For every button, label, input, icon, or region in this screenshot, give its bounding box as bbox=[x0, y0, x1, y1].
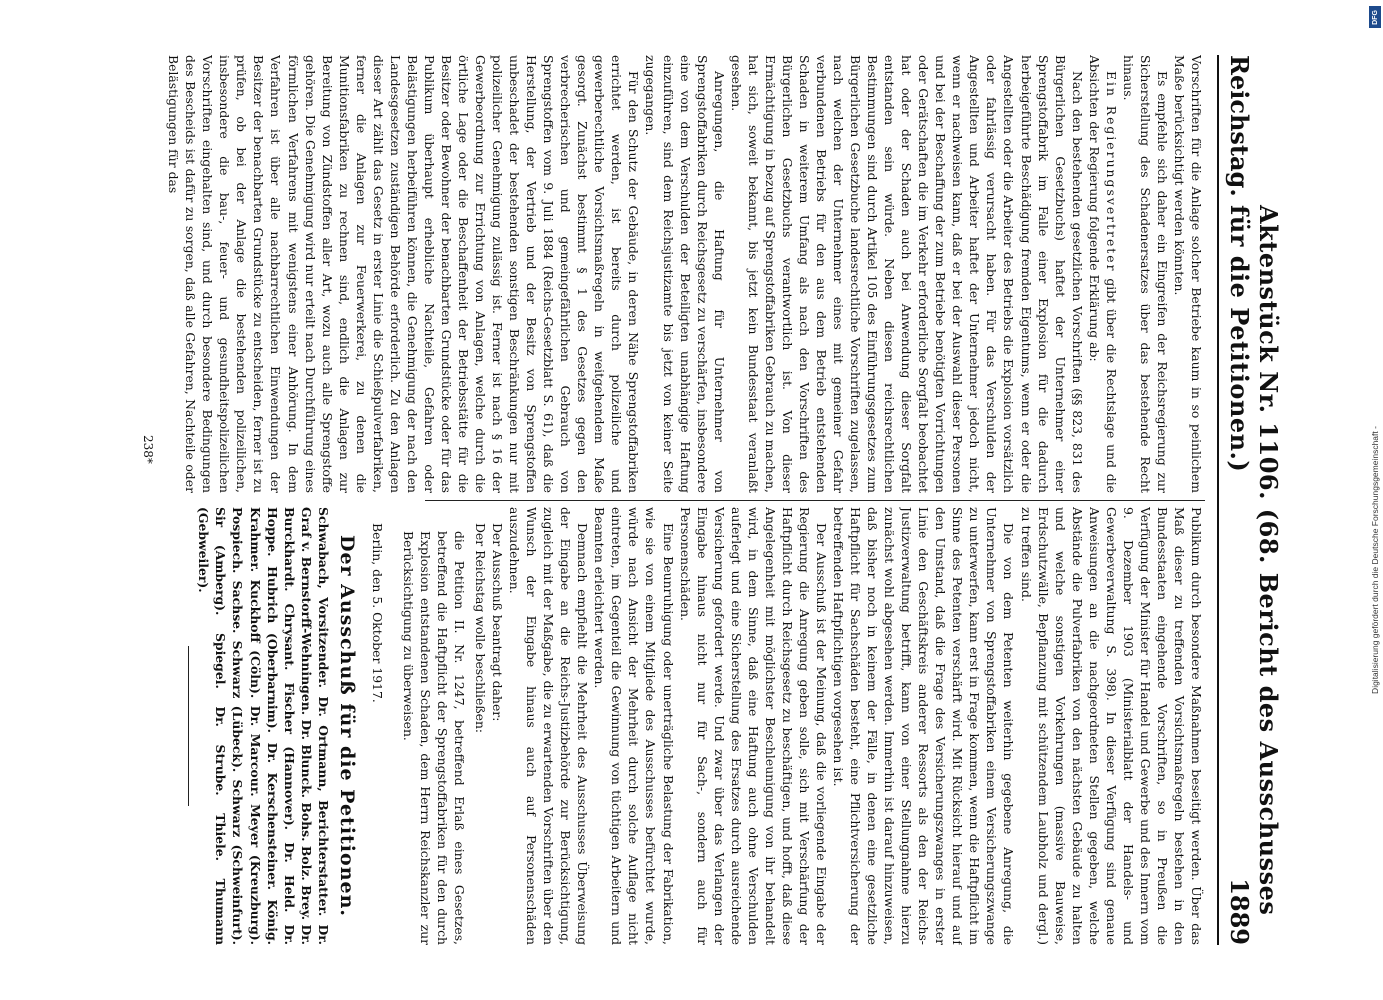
dfg-logo: DFG bbox=[1369, 6, 1381, 28]
right-paragraph-3: Der Ausschuß ist der Meinung, daß die vorliegende Eingabe der Regierung die Anregung geben solle, sich mit Verschärfung der Haftpflicht durch Reichsgesetz zu beschäftigen, und hofft, daß diese Angelegenheit mit möglichster Beschleunigung von ihr behandelt wird, in dem Sinne, daß eine Haftung auch ohne Verschulden auferlegt und eine Sicherstellung des Ersatzes durch ausreichende Versicherung gefordert werde. Und zwar über das Verlangen der Eingabe hinaus nicht nur für Sach-, sondern auch für Personenschäden. bbox=[677, 507, 829, 945]
right-paragraph-6: Der Ausschuß beantragt daher: bbox=[490, 523, 506, 722]
committee-title: Der Ausschuß für die Petitionen. bbox=[335, 534, 358, 918]
right-paragraph-2: Die von dem Petenten weiterhin gegebene Anregung, die Unternehmer von Sprengstoffabriken einem Versicherungszwange zu unterwerfen, kann erst in Frage kommen, wenn die Haftpflicht im Sinne des Petenten verschärft wird. Mit Rücksicht hierauf und auf den Umstand, daß die Frage des Versicherungszwanges in erster Linie den Geschäftskreis anderer Ressorts als den der Reichs-Justizverwaltung betrifft, kann von einer Stellungnahme hierzu zunächst wohl abgesehen werden. Immerhin ist darauf hinzuweisen, daß bisher noch in keinem der Fälle, in denen eine gesetzliche Haftpflicht für Sachschäden besteht, eine Pflichtversicherung der betreffenden Haftpflichtigen vorgesehen ist. bbox=[831, 507, 1017, 945]
scanned-page-image bbox=[30, 0, 1360, 1000]
left-paragraph-5: Anregungen, die Haftung für Unternehmer von Sprengstoffabriken durch Reichsgesetz zu verschärfen, insbesondere eine von dem Verschulden der Beteiligten unabhängige Haftung einzuführen, sind dem Reichsjustizamte bis jetzt von keiner Seite zugegangen. bbox=[643, 55, 727, 493]
left-column bbox=[125, 55, 1205, 493]
closing-rule bbox=[188, 646, 189, 806]
signatories-list: Schwabach, Vorsitzender. Dr. Ortmann, Berichterstatter. Dr. Graf v. Bernstorff-Wehningen. Dr. Blunck. Bohs. Bolz. Brey. Dr. Burckhardt. Chrysant. Fischer (Hannover). Dr. Held. Dr. Hoppe. Hubrich (Oberbarnim). Dr. Kerschensteiner. König. Krahmer. Kuckhoff (Cöln). Dr. Marcour. Meyer (Kreuzburg). Pospiech. Sachse. Schwarz (Lübeck). Schwarz (Schweinfurt). Sir (Amberg). Spiegel. Dr. Strube. Thiele. Thumann (Gebweiler). bbox=[196, 507, 331, 945]
right-column bbox=[125, 507, 1205, 945]
left-paragraph-3 bbox=[1086, 55, 1120, 493]
speaker-label: Ein Regierungsvertreter bbox=[1103, 71, 1119, 273]
left-paragraph-6: Für den Schutz der Gebäude, in deren Nähe Sprengstoffabriken errichtet werden, ist bereits durch polizeiliche und gewerberechtliche Vorsichtsmaßregeln in weitgehendem Maße gesorgt. Zunächst bestimmt § 1 des Gesetzes gegen den verbrecherischen und gemeingefährlichen Gebrauch von Sprengstoffen vom 9. Juli 1884 (Reichs-Gesetzblatt S. 61), daß die Herstellung, der Vertrieb und der Besitz von Sprengstoffen unbeschadet der bestehenden sonstigen Beschränkungen nur mit polizeilicher Genehmigung zulässig ist. Ferner ist nach § 16 der Gewerbeordnung zur Errichtung von Anlagen, welche durch die örtliche Lage oder die Beschaffenheit der Betriebsstätte für die Besitzer oder Bewohner der benachbarten Grundstücke oder für das Publikum überhaupt erhebliche Nachteile, Gefahren oder Belästigungen herbeiführen können, die Genehmigung der nach den Landesgesetzen zuständigen Behörde erforderlich. Zu den Anlagen dieser Art zählt das Gesetz in erster Linie die Schießpulverfabriken, ferner die Anlagen zur Feuerwerkerei, zu denen die Munitionsfabriken zu rechnen sind, endlich die Anlagen zur Bereitung von Zündstoffen aller Art, wozu auch alle Sprengstoffe gehören. Die Genehmigung wird nur erteilt nach Durchführung eines förmlichen Verfahrens mit wenigstens einer Anhörung. In dem Verfahren ist über alle nachbarrechtlichen Einwendungen der Besitzer der benachbarten Grundstücke zu entscheiden, ferner ist zu prüfen, ob bei der Anlage die bestehenden polizeilichen, insbesondere die bau-, feuer- und gesundheitspolizeilichen Vorschriften eingehalten sind, und durch besondere Bedingungen des Bescheids ist dafür zu sorgen, daß alle Gefahren, Nachteile oder Belästigungen für das bbox=[166, 55, 642, 493]
footer-page-number: 238* bbox=[141, 435, 155, 464]
header-page-number: 1889 bbox=[1225, 878, 1254, 945]
speaker-statement: gibt über die Rechtslage und die Absichten der Regierung folgende Erklärung ab: bbox=[1086, 55, 1119, 493]
attribution-strip bbox=[1368, 0, 1382, 1000]
column-divider bbox=[425, 500, 1205, 501]
header-title: Aktenstück Nr. 1106. (68. Bericht des Ausschusses für die Petitionen.) bbox=[1225, 205, 1283, 916]
page-header bbox=[1217, 55, 1283, 945]
right-paragraph-4: Eine Beunruhigung oder unerträgliche Belastung der Fabrikation, wie sie von einem Mitgliede des Ausschusses befürchtet wurde, würde nach Ansicht der Mehrheit durch solche Auflage nicht eintreten, im Gegenteil die Gewinnung von tüchtigen Arbeitern und Beamten erleichtert werden. bbox=[592, 507, 676, 945]
petition-resolution: die Petition II. Nr. 1247, betreffend Erlaß eines Gesetzes, betreffend die Haftpflicht der Sprengstoffabriken für den durch Explosion entstandenen Schaden, dem Herrn Reichskanzler zur Berücksichtigung zu überweisen. bbox=[400, 531, 467, 945]
left-paragraph-4: Nach den bestehenden gesetzlichen Vorschriften (§§ 823, 831 des Bürgerlichen Gesetzbuchs) haftet der Unternehmer einer Sprengstoffabrik im Falle einer Explosion für die dadurch herbeigeführte Beschädigung fremden Eigentums, wenn er oder die Angestellten oder die Arbeiter des Betriebs die Explosion vorsätzlich oder fahrlässig verursacht haben. Für das Verschulden der Angestellten und Arbeiter haftet der Unternehmer jedoch nicht, wenn er nachweisen kann, daß er bei der Auswahl dieser Personen und bei der Beschaffung der zum Betriebe benötigten Vorrichtungen oder Gerätschaften die im Verkehr erforderliche Sorgfalt beobachtet hat oder der Schaden auch bei Anwendung dieser Sorgfalt entstanden sein würde. Neben diesen reichsrechtlichen Bestimmungen sind durch Artikel 105 des Einführungsgesetzes zum Bürgerlichen Gesetzbuche landesrechtliche Vorschriften zugelassen, nach welchen der Unternehmer eines mit gemeiner Gefahr verbundenen Betriebs für den aus dem Betrieb entstehenden Schaden in weiterem Umfang als nach den Vorschriften des Bürgerlichen Gesetzbuchs verantwortlich ist. Von dieser Ermächtigung in bezug auf Sprengstoffabriken Gebrauch zu machen, hat sich, soweit bekannt, bis jetzt kein Bundesstaat veranlaßt gesehen. bbox=[728, 55, 1085, 493]
right-paragraph-1: Publikum durch besondere Maßnahmen beseitigt werden. Über das Maß dieser zu treffenden Vorsichtsmaßregeln bestehen in den Bundesstaaten eingehende Vorschriften, so in Preußen die Verfügung der Minister für Handel und Gewerbe und des Innern vom 9. Dezember 1903 (Ministerialblatt der Handels- und Gewerbeverwaltung S. 398). In dieser Verfügung sind genaue Anweisungen an die nachgeordneten Stellen gegeben, welche Abstände die Pulverfabriken von den nächsten Gebäude zu halten und welche sonstigen Vorkehrungen (massive Bauweise, Erdschutzwälle, Bepflanzung mit schützendem Laubholz und dergl.) zu treffen sind. bbox=[1018, 507, 1204, 945]
left-paragraph-2: Es empfehle sich daher ein Eingreifen der Reichsregierung zur Sicherstellung des Schadenersatzes über das bestehende Recht hinaus. bbox=[1120, 55, 1170, 493]
signature-date: Berlin, den 5. Oktober 1917. bbox=[369, 523, 385, 703]
rotated-page bbox=[85, 35, 1305, 965]
right-paragraph-7: Der Reichstag wolle beschließen: bbox=[473, 523, 489, 734]
header-reichstag: Reichstag. bbox=[1225, 55, 1254, 197]
left-paragraph-1: Vorschriften für die Anlage solcher Betriebe kaum in so peinlichem Maße berücksichtigt werden könnten. bbox=[1171, 55, 1204, 493]
attribution-text: Digitalisierung gefördert durch die Deutsche Forschungsgemeinschaft - bbox=[1370, 426, 1380, 694]
right-paragraph-5: Demnach empfiehlt die Mehrheit des Ausschusses Überweisung der Eingabe an die Reichs-Justizbehörde zur Berücksichtigung, zugleich mit der Maßgabe, die zu erwartenden Vorschriften über den Wunsch der Eingabe hinaus auch auf Personenschäden auszudehnen. bbox=[507, 507, 591, 945]
